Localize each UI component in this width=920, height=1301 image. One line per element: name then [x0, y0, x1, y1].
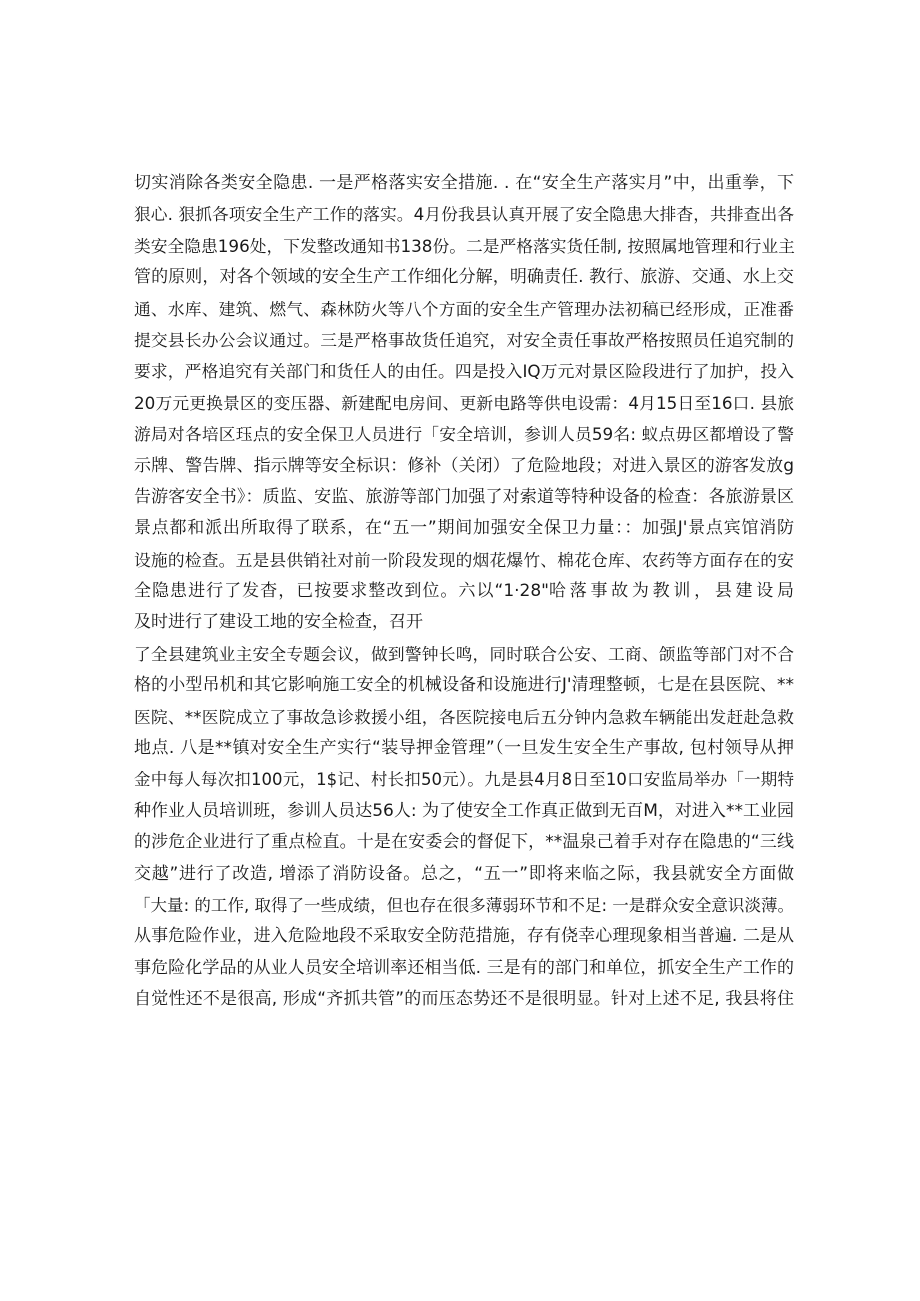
text-line: 从事危险作业，进入危险地段不采取安全防范措施，存有侥幸心理现象相当普遍. 二是从 — [134, 926, 794, 947]
text-line: 景点都和派出所取得了联系，在“五一”期间加强安全保卫力量：：加强J'景点宾馆消防 — [134, 518, 794, 539]
text-line: 要求，严格追究有关部门和货任人的由任。四是投入IQ万元对景区险段进行了加护，投入 — [134, 361, 794, 382]
text-line: 管的原则，对各个领域的安全生产工作细化分解，明确责任. 教行、旅游、交通、水上交 — [134, 267, 794, 288]
text-line: 游局对各培区珏点的安全保卫人员进行「安全培训，参训人员59名: 蚁点毋区都増设了警 — [134, 424, 794, 445]
text-line: 示牌、警告牌、指示牌等安全标识：修补（关闭）了危险地段；对进入景区的游客发放g — [134, 455, 794, 476]
text-line: 事危险化学品的从业人员安全培训率还相当低. 三是有的部门和单位，抓安全生产工作的 — [134, 957, 794, 978]
text-line: 告游客安全书》：质监、安监、旅游等部门加强了对索道等特种设备的检查：各旅游景区 — [134, 486, 794, 507]
text-line: 「大量: 的工作, 取得了一些成绩，但也存在很多薄弱环节和不足: 一是群众安全意识淡薄。 — [134, 895, 794, 915]
text-line: 金中每人每次扣100元，1$记、村长扣50元）。九是县4月8日至10口安监局举办「一期特 — [134, 770, 794, 790]
text-line: 格的小型吊机和其它影响施工安全的机械设备和设施进行J'清理整顿，七是在县医院、** — [134, 675, 794, 696]
text-line: 提交县长办公会议通过。三是严格事故货任追究，对安全责任事故严格按照员任追究制的 — [134, 329, 794, 350]
text-segment: 哈落事故为教训，县建设局 — [549, 581, 794, 602]
body-text — [134, 168, 794, 1016]
text-line: 地点. 八是**镇对安全生产实行“装导押金管理”（一旦发生安全生产事故, 包村领导从押 — [134, 738, 794, 759]
text-line: 交越”进行了改造, 增添了消防设备。总之，“五一”即将来临之际，我县就安全方面做 — [134, 863, 794, 884]
text-line: 医院、**医院成立了事故急诊救援小组，各医院接电后五分钟内急救车辆能出发赶赴急救 — [134, 706, 794, 727]
text-line: 切实消除各类安全隐患. 一是严格落实安全措施. . 在“安全生产落实月”中，出重拳，下 — [134, 173, 794, 193]
text-line: 狠心. 狠抓各项安全生产工作的落实。4月份我县认真开展了安全隐患大排杳，共排查出各 — [134, 204, 794, 225]
text-line: 自觉性还不是很高, 形成“齐抓共管”的而压态势还不是很明显。针对上述不足, 我县将住 — [134, 989, 794, 1010]
text-line: 了全县建筑业主安全专题会议，做到警钟长鸣，同时联合公安、工商、颌监等部门对不合 — [134, 643, 794, 664]
text-line: 类安全隐患196处，下发整改通知书138份。二是严格落实货任制, 按照属地管理和行业主 — [134, 235, 795, 256]
text-line: 种作业人员培训班，参训人员达56人: 为了使安全工作真正做到无百M，对进入**工业园 — [134, 800, 794, 821]
text-line-split — [134, 576, 794, 607]
text-segment: 全隐患进行了发杳，已按要求整改到位。六以“1·28" — [134, 581, 549, 602]
text-line: 的涉危企业进行了重点检直。十是在安委会的督促下，**温泉己着手对存在隐患的“三线 — [134, 832, 794, 853]
text-line: 及时进行了建设工地的安全检查，召开 — [134, 612, 423, 633]
text-line: 设施的检查。五是县供销社对前一阶段发现的烟花爆竹、棉花仓库、农药等方面存在的安 — [134, 549, 794, 570]
text-line: 20万元更换景区的变压器、新建配电房间、更新电路等供电设需：4月15日至16口. 县旅 — [134, 392, 794, 413]
text-line: 通、水库、建筑、燃气、森林防火等八个方面的安全生产管理办法初稿已经形成，正准番 — [134, 298, 794, 319]
